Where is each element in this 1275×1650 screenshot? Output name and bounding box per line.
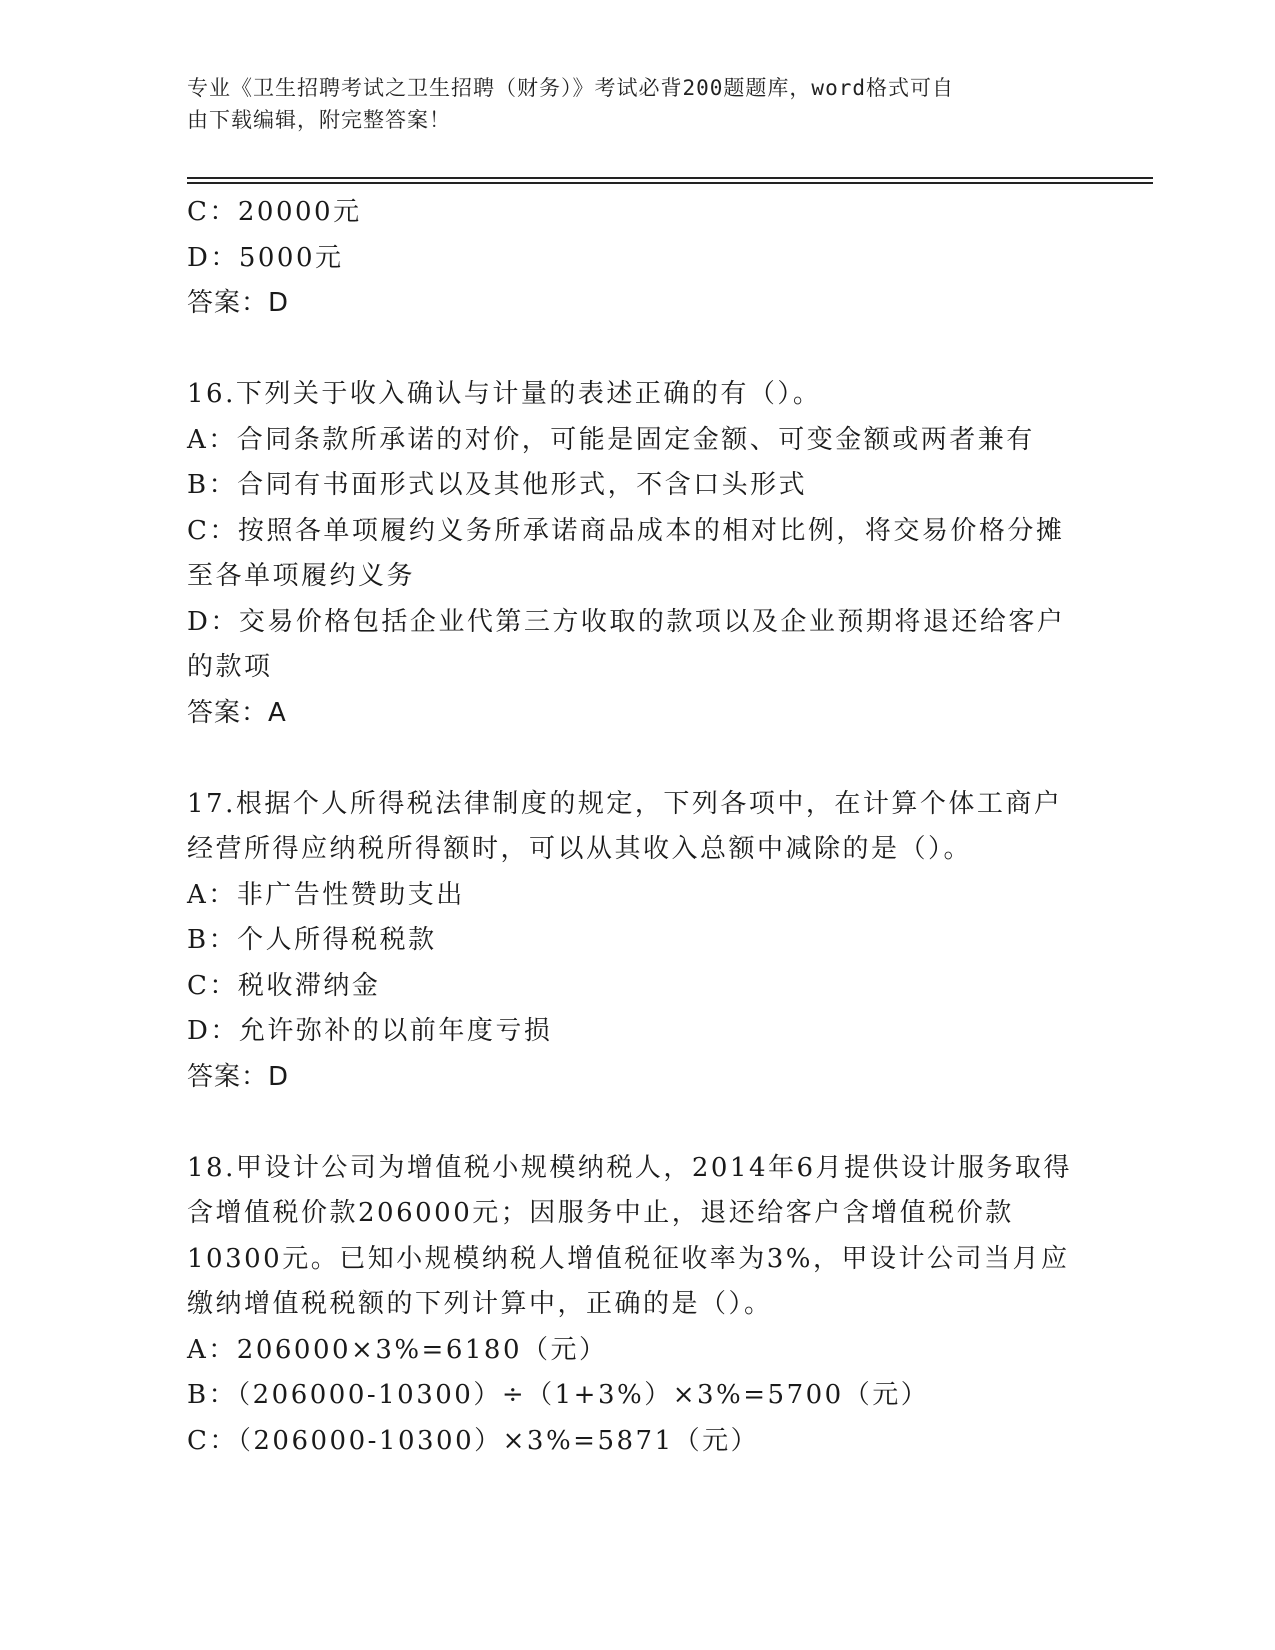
header-line-2: 由下载编辑，附完整答案！ bbox=[187, 108, 451, 132]
option-c: C：按照各单项履约义务所承诺商品成本的相对比例，将交易价格分摊 bbox=[187, 515, 1065, 546]
question-16 bbox=[187, 372, 1087, 736]
option-d: D：允许弥补的以前年度亏损 bbox=[187, 1016, 553, 1046]
question-17 bbox=[187, 782, 1087, 1101]
option-b: B：个人所得税税款 bbox=[187, 925, 437, 955]
option-b: B：（206000-10300）÷（1+3%）×3%=5700（元） bbox=[187, 1380, 930, 1410]
option-a: A：206000×3%=6180（元） bbox=[187, 1334, 608, 1365]
question-stem: 18.甲设计公司为增值税小规模纳税人，2014年6月提供设计服务取得 bbox=[187, 1152, 1073, 1183]
spacer bbox=[187, 736, 1087, 782]
spacer bbox=[187, 327, 1087, 373]
option-d-continued: 的款项 bbox=[187, 652, 273, 682]
question-stem-continued: 10300元。已知小规模纳税人增值税征收率为3%，甲设计公司当月应 bbox=[187, 1243, 1070, 1274]
question-stem-continued: 含增值税价款206000元；因服务中止，退还给客户含增值税价款 bbox=[187, 1198, 1014, 1228]
option-c: C：20000元 bbox=[187, 197, 362, 227]
document-body bbox=[187, 190, 1087, 1464]
option-b: B：合同有书面形式以及其他形式，不含口头形式 bbox=[187, 470, 808, 500]
answer: 答案：D bbox=[187, 1061, 290, 1092]
option-c: C：税收滞纳金 bbox=[187, 970, 381, 1001]
header-rule-bottom bbox=[187, 182, 1153, 184]
question-stem-continued: 缴纳增值税税额的下列计算中，正确的是（）。 bbox=[187, 1289, 773, 1319]
option-d: D：交易价格包括企业代第三方收取的款项以及企业预期将退还给客户 bbox=[187, 606, 1066, 637]
question-15-tail bbox=[187, 190, 1087, 327]
header-line-1: 专业《卫生招聘考试之卫生招聘（财务）》考试必背200题题库，word格式可自 bbox=[187, 76, 954, 100]
option-d: D：5000元 bbox=[187, 242, 344, 273]
option-a: A：合同条款所承诺的对价，可能是固定金额、可变金额或两者兼有 bbox=[187, 424, 1035, 455]
header-rule-top bbox=[187, 177, 1153, 179]
question-stem: 16.下列关于收入确认与计量的表述正确的有（）。 bbox=[187, 379, 822, 409]
option-c-continued: 至各单项履约义务 bbox=[187, 561, 416, 591]
question-18 bbox=[187, 1146, 1087, 1465]
page-header bbox=[187, 72, 1067, 136]
question-stem-continued: 经营所得应纳税所得额时，可以从其收入总额中减除的是（）。 bbox=[187, 834, 973, 864]
answer: 答案：A bbox=[187, 697, 287, 728]
option-a: A：非广告性赞助支出 bbox=[187, 879, 465, 910]
spacer bbox=[187, 1100, 1087, 1146]
option-c: C：（206000-10300）×3%=5871（元） bbox=[187, 1425, 760, 1456]
answer: 答案：D bbox=[187, 288, 290, 318]
question-stem: 17.根据个人所得税法律制度的规定，下列各项中，在计算个体工商户 bbox=[187, 788, 1063, 819]
